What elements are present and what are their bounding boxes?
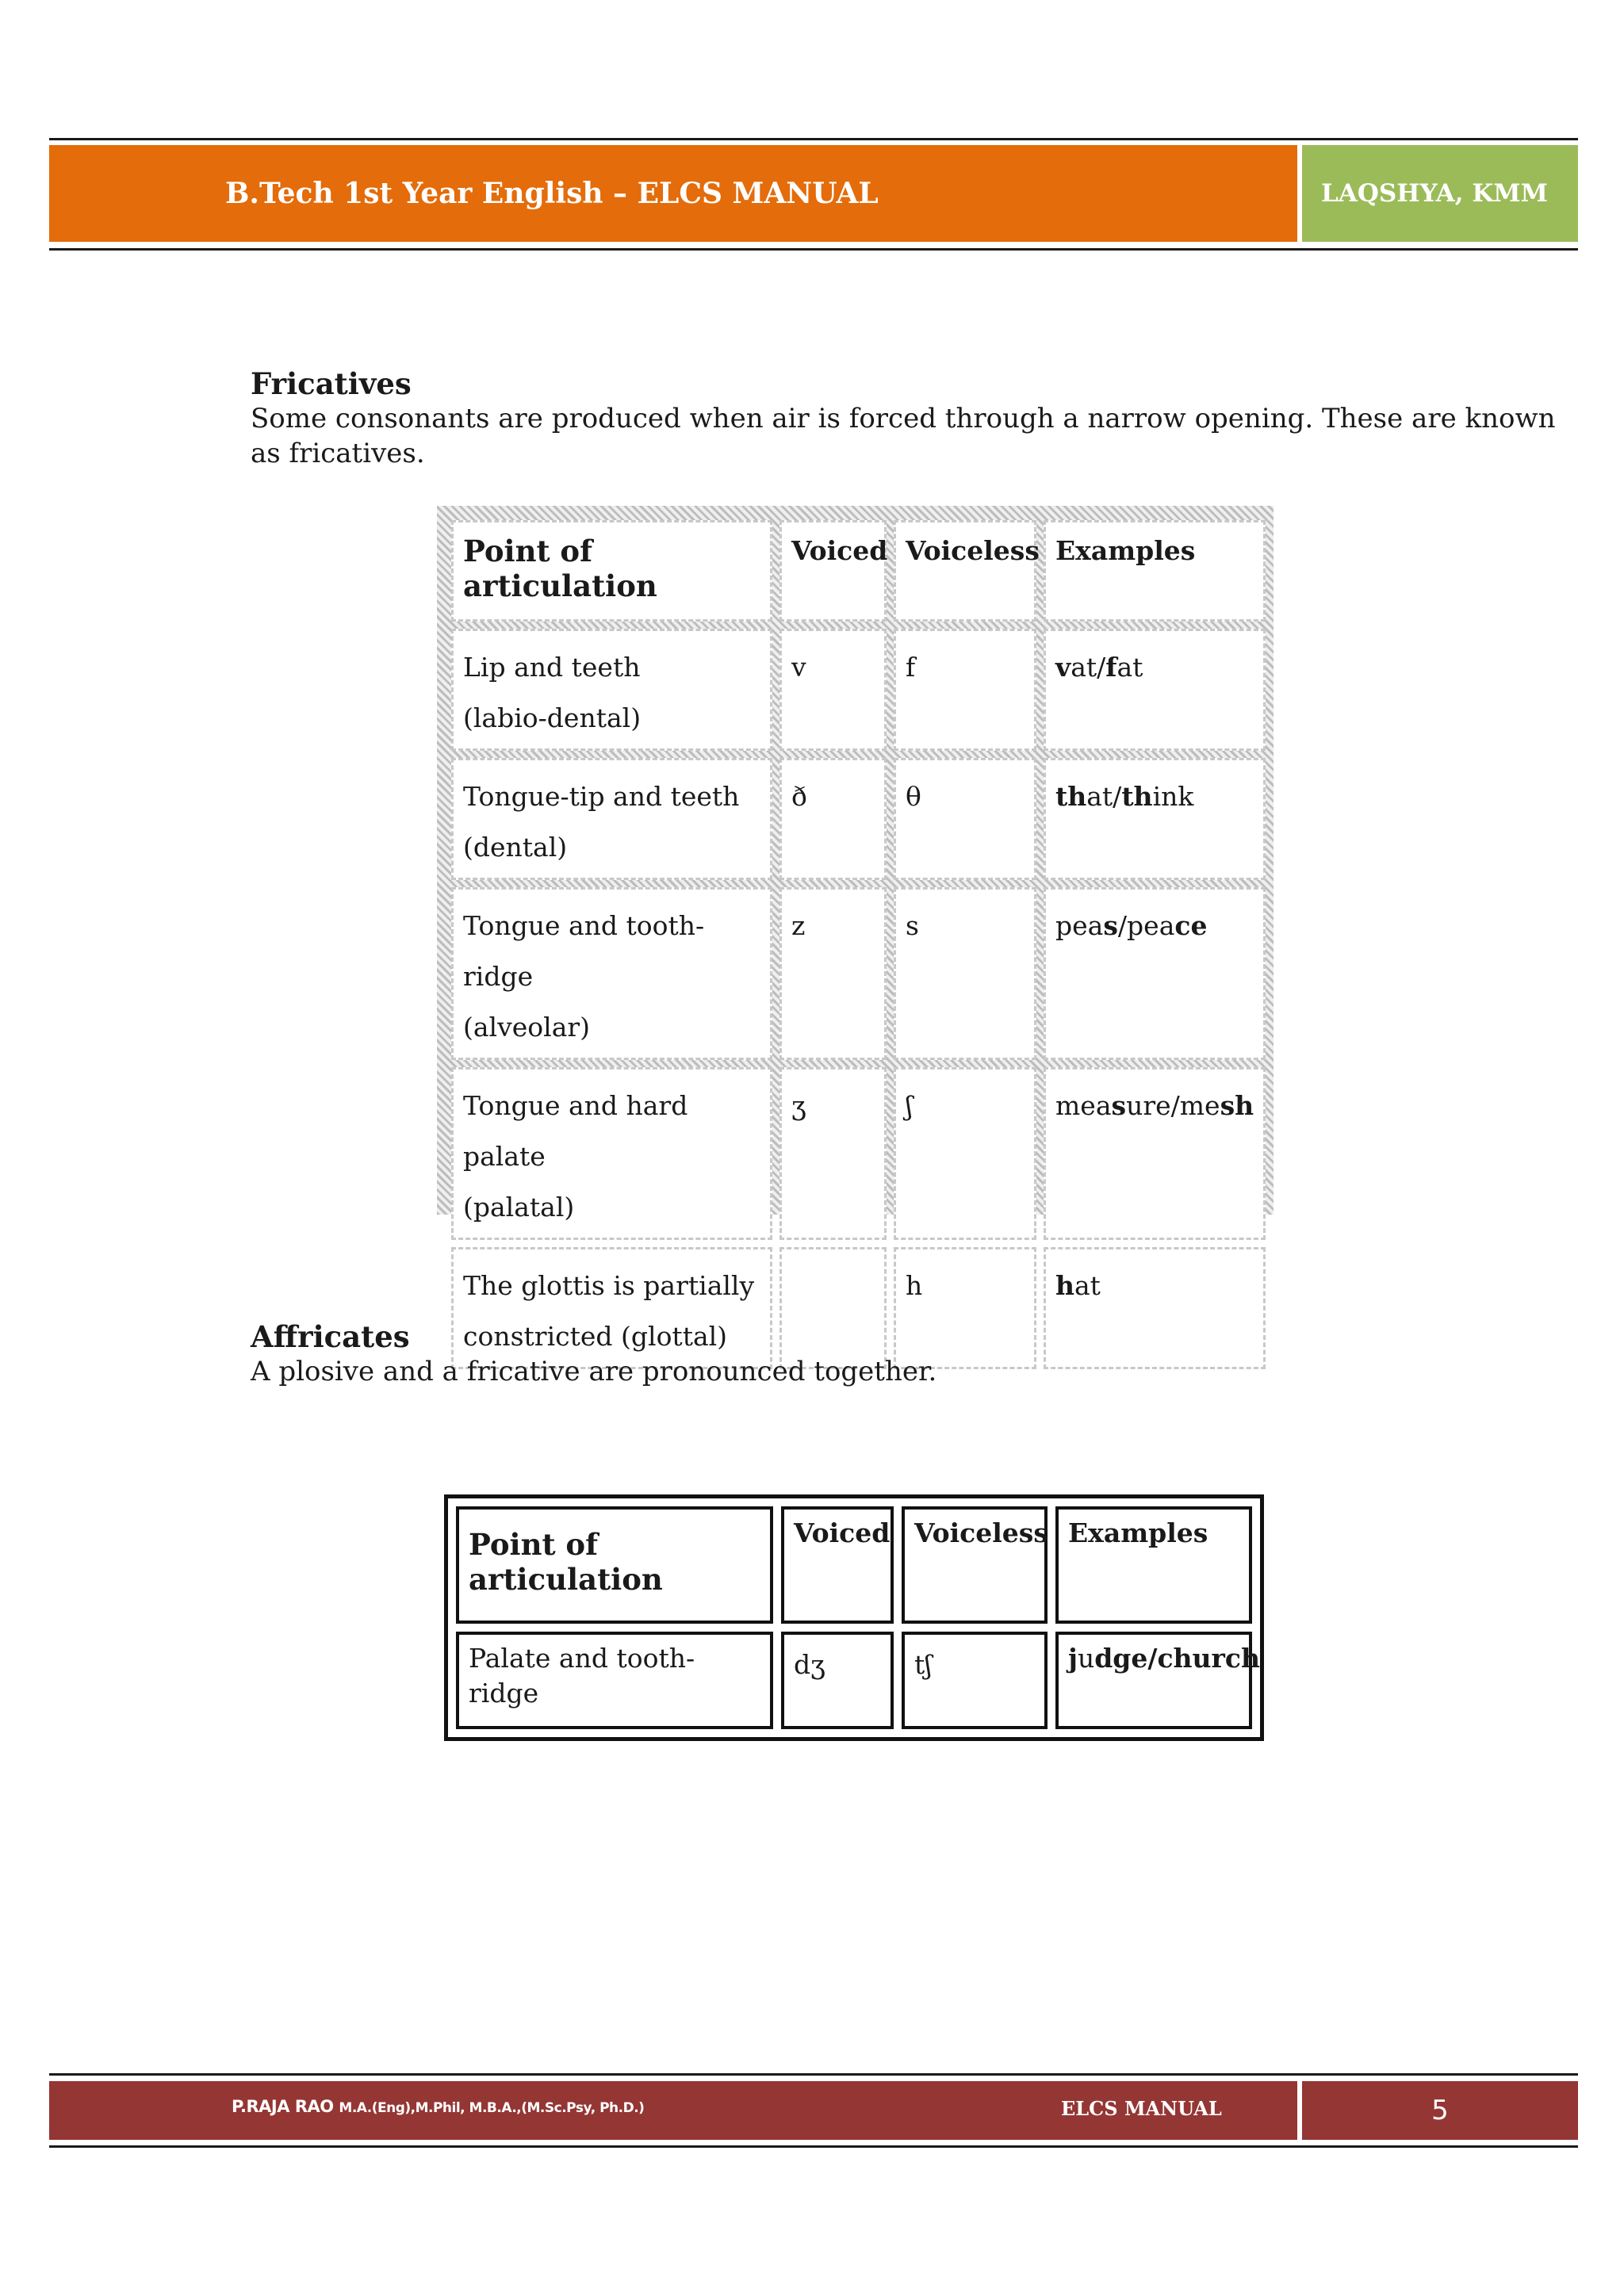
cell-voiceless: θ bbox=[894, 758, 1036, 880]
col-header-point: Point of articulation bbox=[451, 520, 772, 622]
footer-author bbox=[232, 2097, 644, 2116]
cell-example: measure/mesh bbox=[1044, 1067, 1266, 1240]
cell-example: peas/peace bbox=[1044, 887, 1266, 1060]
cell-voiced: ð bbox=[779, 758, 887, 880]
table-row bbox=[451, 1067, 1266, 1240]
header-title-band bbox=[49, 145, 1297, 242]
point-sub-label: (palatal) bbox=[463, 1192, 575, 1223]
footer-manual-label: ELCS MANUAL bbox=[1061, 2097, 1222, 2120]
cell-point bbox=[451, 758, 772, 880]
footer-author-quals: M.A.(Eng),M.Phil, M.B.A.,(M.Sc.Psy, Ph.D.) bbox=[339, 2100, 645, 2116]
page-number: 5 bbox=[1431, 2095, 1449, 2126]
cell-point bbox=[451, 887, 772, 1060]
col-header-voiced: Voiced bbox=[781, 1506, 894, 1624]
point-sub-label: constricted (glottal) bbox=[463, 1321, 728, 1352]
cell-voiceless: ʃ bbox=[894, 1067, 1036, 1240]
table-row bbox=[456, 1632, 1252, 1729]
col-header-voiceless: Voiceless bbox=[902, 1506, 1048, 1624]
point-label: Tongue-tip and teeth bbox=[463, 781, 740, 812]
affricates-table-frame bbox=[444, 1494, 1264, 1741]
footer-top-rule bbox=[49, 2073, 1578, 2076]
header-bottom-rule bbox=[49, 248, 1578, 251]
cell-point: Palate and tooth-ridge bbox=[456, 1632, 773, 1729]
col-header-voiceless: Voiceless bbox=[894, 520, 1036, 622]
point-label: The glottis is partially bbox=[463, 1270, 755, 1301]
cell-point bbox=[451, 1067, 772, 1240]
cell-voiceless: f bbox=[894, 629, 1036, 751]
cell-example: hat bbox=[1044, 1247, 1266, 1369]
point-label: Lip and teeth bbox=[463, 652, 641, 683]
col-header-examples: Examples bbox=[1055, 1506, 1252, 1624]
fricatives-description: Some consonants are produced when air is forced through a narrow opening. These are known as fricatives. bbox=[251, 403, 1556, 469]
fricatives-header-row bbox=[451, 520, 1266, 622]
cell-voiceless: h bbox=[894, 1247, 1036, 1369]
fricatives-table bbox=[444, 513, 1273, 1376]
point-sub-label: (dental) bbox=[463, 832, 568, 863]
header-title: B.Tech 1st Year English – ELCS MANUAL bbox=[225, 177, 879, 210]
cell-voiced: z bbox=[779, 887, 887, 1060]
affricates-heading: Affricates bbox=[251, 1319, 410, 1354]
affricates-description: A plosive and a fricative are pronounced together. bbox=[251, 1356, 937, 1387]
footer-author-name: P.RAJA RAO bbox=[232, 2097, 334, 2116]
cell-voiced: dʒ bbox=[781, 1632, 894, 1729]
header-right-label: LAQSHYA, KMM bbox=[1321, 179, 1548, 208]
header-top-rule bbox=[49, 138, 1578, 140]
fricatives-section bbox=[251, 366, 1583, 471]
affricates-table bbox=[448, 1498, 1260, 1737]
cell-voiceless: s bbox=[894, 887, 1036, 1060]
point-label: Tongue and hard palate bbox=[463, 1090, 688, 1172]
fricatives-table-frame bbox=[437, 506, 1274, 1352]
point-sub-label: (alveolar) bbox=[463, 1012, 591, 1043]
affricates-section bbox=[251, 1319, 1583, 1389]
cell-voiceless: tʃ bbox=[902, 1632, 1048, 1729]
fricatives-heading: Fricatives bbox=[251, 366, 412, 401]
cell-voiced: ʒ bbox=[779, 1067, 887, 1240]
cell-voiced: v bbox=[779, 629, 887, 751]
cell-example: vat/fat bbox=[1044, 629, 1266, 751]
table-row bbox=[451, 887, 1266, 1060]
col-header-examples: Examples bbox=[1044, 520, 1266, 622]
header-right-band bbox=[1302, 145, 1578, 242]
table-row bbox=[451, 758, 1266, 880]
col-header-voiced: Voiced bbox=[779, 520, 887, 622]
footer-bottom-rule bbox=[49, 2145, 1578, 2148]
col-header-point: Point of articulation bbox=[456, 1506, 773, 1624]
table-row bbox=[451, 629, 1266, 751]
affricates-header-row bbox=[456, 1506, 1252, 1624]
cell-example: that/think bbox=[1044, 758, 1266, 880]
footer-page-band bbox=[1302, 2081, 1578, 2140]
point-sub-label: (labio-dental) bbox=[463, 702, 642, 733]
point-label: Tongue and tooth-ridge bbox=[463, 910, 705, 992]
cell-example: judge/church bbox=[1055, 1632, 1252, 1729]
cell-point bbox=[451, 629, 772, 751]
